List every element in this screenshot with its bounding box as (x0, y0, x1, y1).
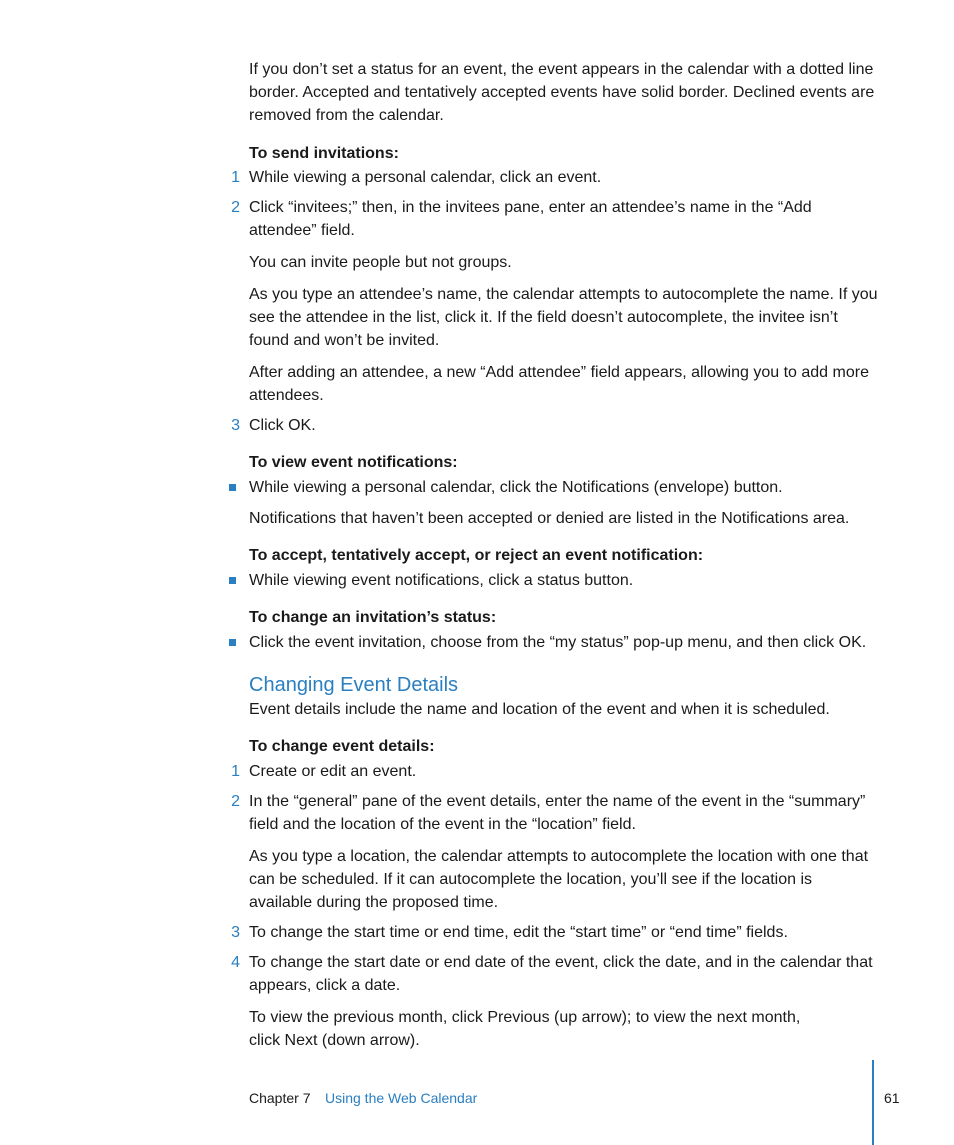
bullet-text: While viewing event notifications, click a status button. (249, 572, 634, 589)
step-number: 3 (231, 417, 240, 434)
step-number: 1 (231, 763, 240, 780)
footer-divider (872, 1060, 874, 1145)
note-paragraph: You can invite people but not groups. (249, 254, 512, 271)
page-number: 61 (884, 1090, 900, 1106)
section-intro: Event details include the name and location of the event and when it is scheduled. (249, 701, 830, 718)
bullet-square-icon (229, 577, 236, 584)
bullet-square-icon (229, 484, 236, 491)
step-number: 2 (231, 793, 240, 810)
note-paragraph: After adding an attendee, a new “Add attendee” field appears, allowing you to add more attendees. (249, 364, 869, 404)
view-notifications-heading: To view event notifications: (249, 454, 458, 471)
step-text: Click “invitees;” then, in the invitees pane, enter an attendee’s name in the “Add attendee” field. (249, 199, 812, 239)
note-paragraph: Notifications that haven’t been accepted or denied are listed in the Notifications area. (249, 510, 850, 527)
step-text: Click OK. (249, 417, 316, 434)
bullet-text: While viewing a personal calendar, click the Notifications (envelope) button. (249, 479, 783, 496)
footer-chapter-label: Chapter 7 (249, 1090, 311, 1106)
step-number: 1 (231, 169, 240, 186)
bullet-text: Click the event invitation, choose from the “my status” pop-up menu, and then click OK. (249, 634, 867, 651)
note-paragraph: As you type a location, the calendar attempts to autocomplete the location with one that can be scheduled. If it can autocomplete the location, you’ll see if the location is available during the proposed time. (249, 848, 869, 911)
bullet-square-icon (229, 639, 236, 646)
footer-chapter-title: Using the Web Calendar (325, 1090, 478, 1106)
note-paragraph: As you type an attendee’s name, the calendar attempts to autocomplete the name. If you see the attendee in the list, click it. If the field doesn’t autocomplete, the invitee isn’t found and won’t be invited. (249, 286, 878, 349)
step-number: 4 (231, 954, 240, 971)
send-invitations-heading: To send invitations: (249, 145, 399, 162)
step-text: In the “general” pane of the event details, enter the name of the event in the “summary” field and the location of the event in the “location” field. (249, 793, 866, 833)
note-paragraph: To view the previous month, click Previous (up arrow); to view the next month, click Next (down arrow). (249, 1009, 801, 1049)
step-text: Create or edit an event. (249, 763, 417, 780)
step-text: To change the start date or end date of the event, click the date, and in the calendar that appears, click a date. (249, 954, 873, 994)
change-details-heading: To change event details: (249, 738, 435, 755)
change-status-heading: To change an invitation’s status: (249, 609, 497, 626)
step-number: 2 (231, 199, 240, 216)
section-title: Changing Event Details (249, 674, 459, 696)
step-text: To change the start time or end time, edit the “start time” or “end time” fields. (249, 924, 788, 941)
accept-notification-heading: To accept, tentatively accept, or reject an event notification: (249, 547, 704, 564)
status-note-paragraph: If you don’t set a status for an event, the event appears in the calendar with a dotted line border. Accepted and tentatively accepted events have solid border. Declined events are removed from the calendar. (249, 61, 875, 124)
step-number: 3 (231, 924, 240, 941)
step-text: While viewing a personal calendar, click an event. (249, 169, 602, 186)
